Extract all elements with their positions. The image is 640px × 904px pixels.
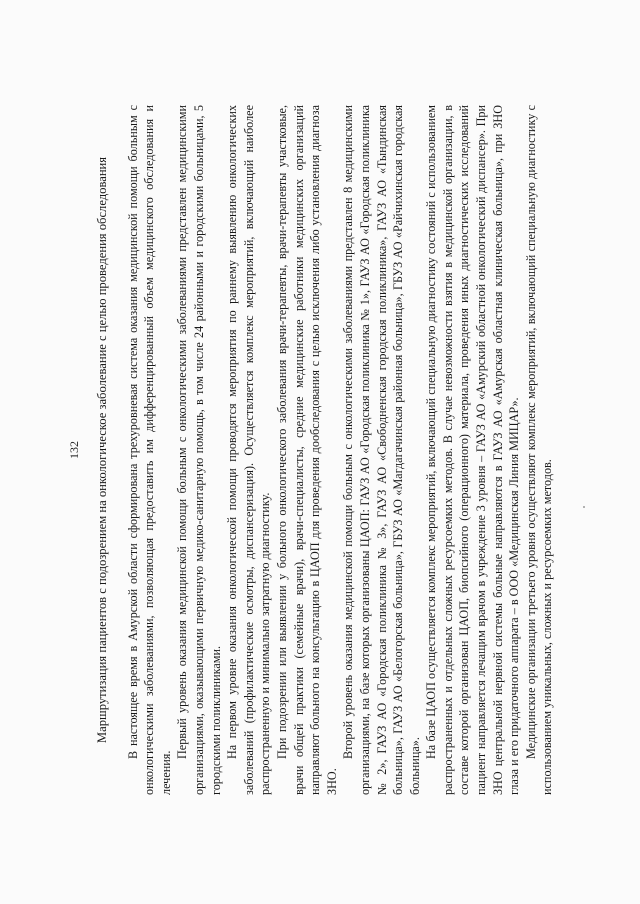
paragraph-6: На базе ЦАОП осуществляется комплекс мероприятий, включающий специальную диагностику состояний с использованием распространенных и отдельных сложных ресурсоемких методов. В случае невозможности взятия в медицинской организации, в составе которой организован ЦАОП, биопсийного (операционного) материала, проведения иных диагностических исследований пациент направляется лечащим врачом в учреждение 3 уровня – ГАУЗ АО «Амурский областной онкологический диспансер». При ЗНО центральной нервной системы больные направляются в ГАУЗ АО «Амурская областная клиническая больница», при ЗНО глаза и его придаточного аппарата – в ООО «Медицинская Линия МИЦАР». — [424, 105, 522, 795]
document-title: Маршрутизация пациентов с подозрением на онкологическое заболевание с целью проведения обследования — [95, 156, 109, 744]
page-number: 132 — [67, 441, 81, 459]
paragraph-5: Второй уровень оказания медицинской помощи больным с онкологическими заболеваниями представлен 8 медицинскими организациями, на базе которых организованы ЦАОП: ГАУЗ АО «Городская поликлиника № 1», ГАУЗ АО «Городская поликлиника № 2», ГАУЗ АО «Городская поликлиника № 3», ГАУЗ АО «Свободненская городская поликлиника», ГАУЗ АО «Тындинская больница», ГАУЗ АО «Белогорская больница», ГБУЗ АО «Магдагачинская районная больница», ГБУЗ АО «Райчихинская городская больница». — [341, 105, 422, 795]
paragraph-3: На первом уровне оказания онкологической помощи проводятся мероприятия по раннему выявлению онкологических заболеваний (профилактические осмотры, диспансеризация). Осуществляется комплекс мероприятий, включающий наиболее распространенную и минимально затратную диагностику. — [225, 105, 273, 795]
rotated-content — [67, 105, 604, 795]
scan-speck — [583, 506, 585, 508]
paragraph-1: В настоящее время в Амурской области сформирована трехуровневая система оказания медицинской помощи больным с онкологическими заболеваниями, позволяющая предоставить им дифференцированный объем медицинского обследования и лечения. — [125, 105, 173, 795]
paragraph-2: Первый уровень оказания медицинской помощи больным с онкологическими заболеваниями представлен медицинскими организациями, оказывающими первичную медико-санитарную помощь, в том числе 24 районными и городскими больницами, 5 городскими поликлиниками. — [175, 105, 223, 795]
paragraph-4: При подозрении или выявлении у больного онкологического заболевания врачи-терапевты, врачи-терапевты участковые, врачи общей практики (семейные врачи), врачи-специалисты, средние медицинские работники медицинских организаций направляют больного на консультацию в ЦАОП для проведения дообследования с целью исключения либо установления диагноза ЗНО. — [274, 105, 339, 795]
paragraph-7: Медицинские организации третьего уровня осуществляют комплекс мероприятий, включающий специальную диагностику с использованием уникальных, сложных и ресурсоемких методов. — [523, 105, 555, 795]
